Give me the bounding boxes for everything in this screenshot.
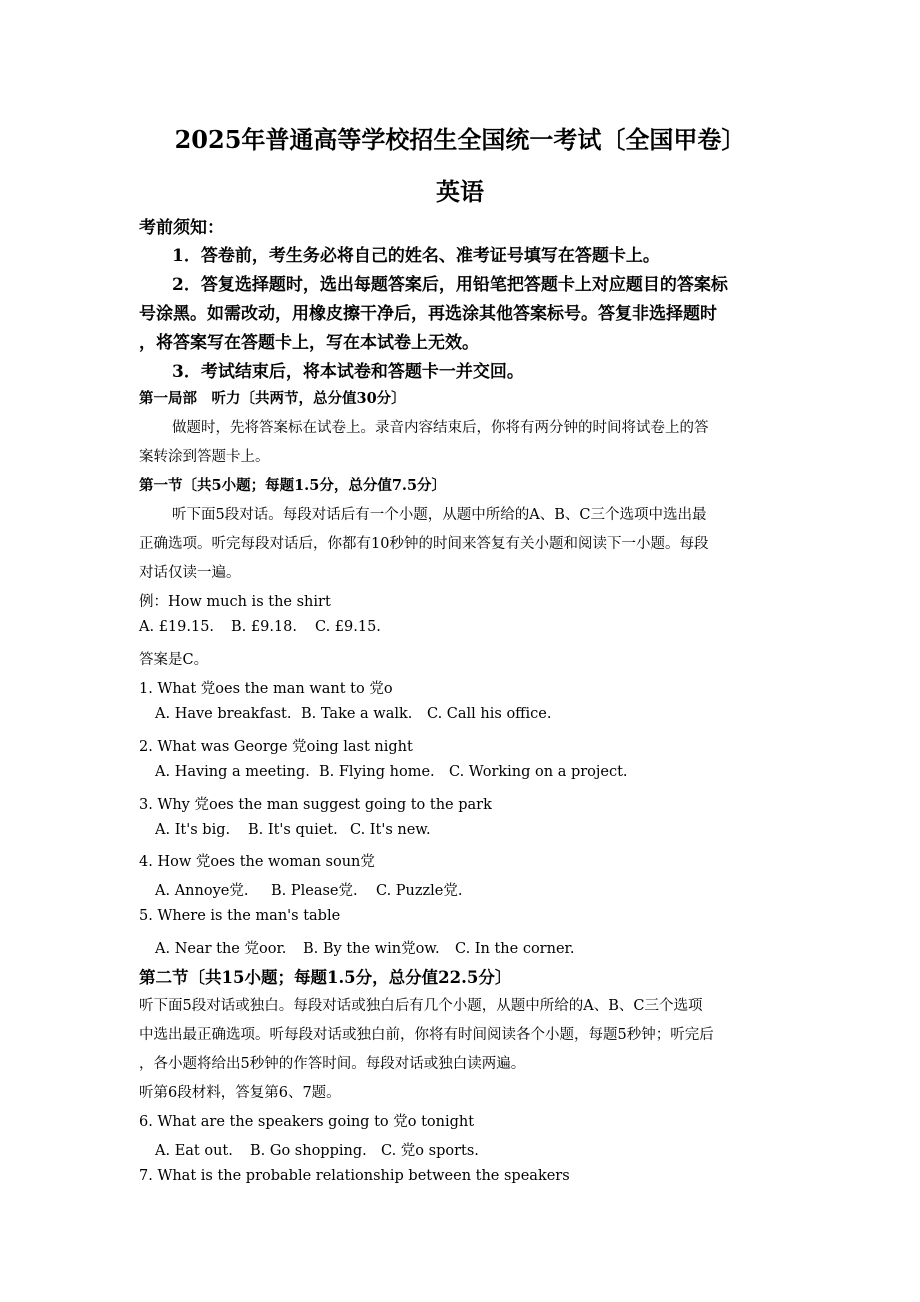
section2-heading: 第二节〔共15小题；每题1.5分，总分值22.5分〕 [139, 968, 512, 987]
option-b: B. By the win党ow. [303, 941, 440, 957]
option-b: B. Flying home. [319, 764, 435, 780]
question-options [155, 706, 551, 722]
question: 5. Where is the man's table [139, 908, 341, 924]
example-question: 例：How much is the shirt [139, 594, 331, 610]
option-c: C. It's new. [350, 822, 431, 838]
notice-item: ，将答案写在答题卡上，写在本试卷上无效。 [139, 333, 479, 353]
option-a: A. It's big. [155, 822, 231, 838]
question: 6. What are the speakers going to 党o tonight [139, 1114, 475, 1130]
example-answer: 答案是C。 [139, 652, 209, 668]
option-a: A. Near the 党oor. [155, 941, 287, 957]
option-c: C. Call his office. [427, 706, 552, 722]
notice-item: 号涂黑。如需改动，用橡皮擦干净后，再选涂其他答案标号。答复非选择题时 [139, 304, 717, 324]
section2-intro-line: 听下面5段对话或独白。每段对话或独白后有几个小题，从题中所给的A、B、C三个选项 [139, 998, 703, 1014]
question-options [155, 822, 431, 838]
part1-heading: 第一局部 听力〔共两节，总分值30分〕 [139, 390, 406, 407]
section1-intro-line: 对话仅读一遍。 [139, 565, 241, 581]
question-options [155, 1139, 479, 1160]
section1-intro-line: 正确选项。听完每段对话后，你都有10秒钟的时间来答复有关小题和阅读下一小题。每段 [139, 536, 709, 552]
question-options [155, 879, 463, 900]
option-c: C. In the corner. [455, 941, 575, 957]
question: 4. How 党oes the woman soun党 [139, 854, 375, 870]
option-b: B. Please党. [271, 883, 358, 899]
option-c: C. £9.15. [315, 619, 381, 635]
notice-heading: 考前须知： [139, 218, 224, 238]
section1-intro-line: 听下面5段对话。每段对话后有一个小题，从题中所给的A、B、C三个选项中选出最 [172, 507, 707, 523]
exam-title: 2025年普通高等学校招生全国统一考试〔全国甲卷〕 [174, 125, 746, 154]
option-b: B. It's quiet. [248, 822, 338, 838]
section2-intro-line: 中选出最正确选项。听每段对话或独白前，你将有时间阅读各个小题，每题5秒钟；听完后 [139, 1027, 714, 1043]
question: 7. What is the probable relationship between the speakers [139, 1168, 570, 1184]
material-instruction: 听第6段材料，答复第6、7题。 [139, 1085, 341, 1101]
option-a: A. Annoye党. [155, 883, 249, 899]
subject-title: 英语 [436, 177, 484, 206]
question: 3. Why 党oes the man suggest going to the park [139, 797, 492, 813]
option-c: C. Working on a project. [449, 764, 628, 780]
option-a: A. Having a meeting. [155, 764, 310, 780]
option-b: B. Go shopping. [250, 1143, 367, 1159]
section2-intro-line: ，各小题将给出5秒钟的作答时间。每段对话或独白读两遍。 [139, 1056, 526, 1072]
option-a: A. Have breakfast. [155, 706, 292, 722]
notice-item: 3．考试结束后，将本试卷和答题卡一并交回。 [172, 362, 524, 382]
option-c: C. 党o sports. [381, 1143, 479, 1159]
option-b: B. Take a walk. [301, 706, 413, 722]
notice-item: 2．答复选择题时，选出每题答案后，用铅笔把答题卡上对应题目的答案标 [172, 275, 728, 295]
option-b: B. £9.18. [231, 619, 297, 635]
part1-intro-line: 做题时，先将答案标在试卷上。录音内容结束后，你将有两分钟的时间将试卷上的答 [172, 420, 709, 436]
option-a: A. Eat out. [155, 1143, 233, 1159]
question: 2. What was George 党oing last night [139, 739, 413, 755]
section1-heading: 第一节〔共5小题；每题1.5分，总分值7.5分〕 [139, 477, 447, 494]
question-options [155, 764, 628, 780]
option-c: C. Puzzle党. [376, 883, 463, 899]
notice-item: 1．答卷前，考生务必将自己的姓名、准考证号填写在答题卡上。 [172, 246, 660, 266]
question-options [155, 937, 574, 958]
example-options [139, 619, 381, 635]
question: 1. What 党oes the man want to 党o [139, 681, 393, 697]
option-a: A. £19.15. [139, 619, 215, 635]
part1-intro-line: 案转涂到答题卡上。 [139, 449, 270, 465]
